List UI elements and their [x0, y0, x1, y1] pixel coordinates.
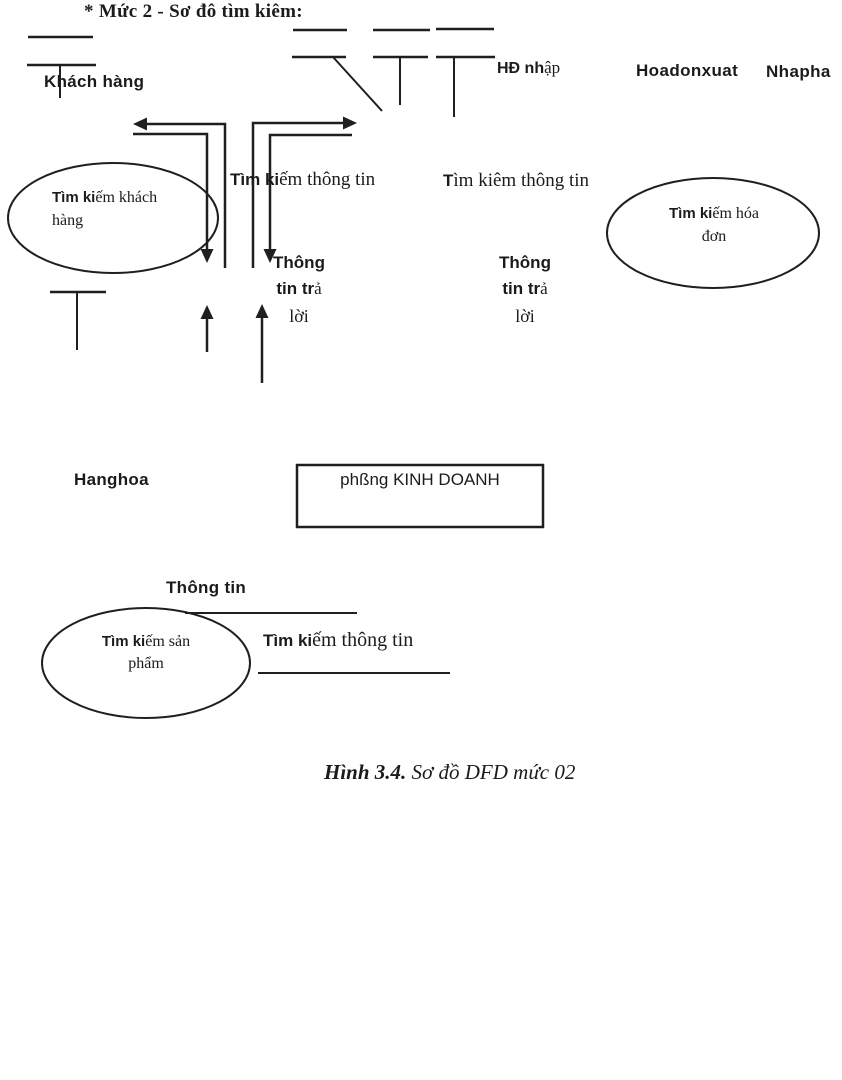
- ttl-line2: [266, 276, 332, 303]
- p1-rest: ếm khách: [95, 189, 158, 206]
- store-symbol-3-hd-nhap: [436, 29, 495, 117]
- process-label-tim-kiem-san-pham: [80, 631, 212, 675]
- store-symbol-2: [373, 30, 430, 105]
- figure-caption-text: Sơ đồ DFD mức 02: [406, 760, 576, 784]
- process-label-tim-kiem-khach-hang: [52, 186, 157, 232]
- flow-left-bold: Tìm ki: [230, 170, 280, 189]
- flow-label-tim-kiem-thong-tin-left: [230, 169, 375, 191]
- store-symbol-small: [50, 292, 106, 350]
- store-symbol-1: [292, 30, 382, 111]
- flow-bottom-bold: Tìm ki: [263, 631, 313, 650]
- process-label-line1: [648, 202, 780, 225]
- process-label-line1: [52, 186, 157, 209]
- arrow-to-store: [253, 117, 357, 269]
- entity-label-khach-hang: Khách hàng: [44, 72, 145, 91]
- p3-bold: Tìm ki: [101, 633, 146, 650]
- ttl-line2: [492, 276, 558, 303]
- flow-right-bold: T: [443, 171, 454, 190]
- p1-bold: Tìm ki: [52, 189, 96, 206]
- flow-label-tim-kiem-thong-tin-right: [443, 170, 589, 192]
- ttl-line2-rest: ả: [314, 279, 322, 298]
- process-label-line1: [80, 631, 212, 653]
- arrow-up-short: [201, 305, 214, 352]
- ttl-line2-bold: tin tr: [276, 279, 315, 298]
- ttl-line3: lời: [515, 306, 535, 326]
- ttl-line3: lời: [289, 306, 309, 326]
- process-label-tim-kiem-hoa-don: [648, 202, 780, 248]
- flow-label-thong-tin-tra-loi-right: [492, 250, 558, 329]
- store-label-hd-nhap-bold: HĐ nh: [497, 60, 545, 77]
- ttl-line2-bold: tin tr: [502, 279, 541, 298]
- section-title: * Mức 2 - Sơ đô tìm kiêm:: [84, 1, 303, 22]
- process-label-line2: phẩm: [128, 655, 164, 672]
- flow-label-thong-tin: Thông tin: [166, 578, 247, 597]
- p2-rest: ếm hóa: [712, 205, 759, 222]
- process-label-line2: đơn: [701, 228, 727, 245]
- process-label-line2: hàng: [52, 212, 84, 229]
- store-label-hd-nhap-rest: ập: [544, 58, 561, 77]
- ttl-line1: Thông: [499, 253, 551, 272]
- ttl-line2-rest: ả: [540, 279, 548, 298]
- arrow-down-right: [264, 135, 353, 263]
- flow-left-rest: ếm thông tin: [279, 169, 376, 190]
- p3-rest: ếm sản: [145, 633, 191, 650]
- flow-label-tim-kiem-thong-tin-bottom: [263, 629, 413, 652]
- store-label-hanghoa: Hanghoa: [74, 470, 149, 489]
- figure-caption-number: Hình 3.4.: [324, 760, 407, 784]
- store-label-hoadonxuat: Hoadonxuat: [636, 61, 739, 80]
- store-label-nhapha: Nhapha: [766, 62, 831, 81]
- flow-bottom-rest: ếm thông tin: [312, 629, 414, 651]
- store-label-hd-nhap: [497, 58, 560, 78]
- figure-caption: [324, 760, 575, 785]
- flow-label-thong-tin-tra-loi-left: [266, 250, 332, 329]
- ttl-line1: Thông: [273, 253, 325, 272]
- p2-bold: Tìm ki: [668, 205, 713, 222]
- flow-right-rest: ìm kiêm thông tin: [453, 170, 590, 191]
- kinh-doanh-box-label: phßng KINH DOANH: [340, 470, 500, 489]
